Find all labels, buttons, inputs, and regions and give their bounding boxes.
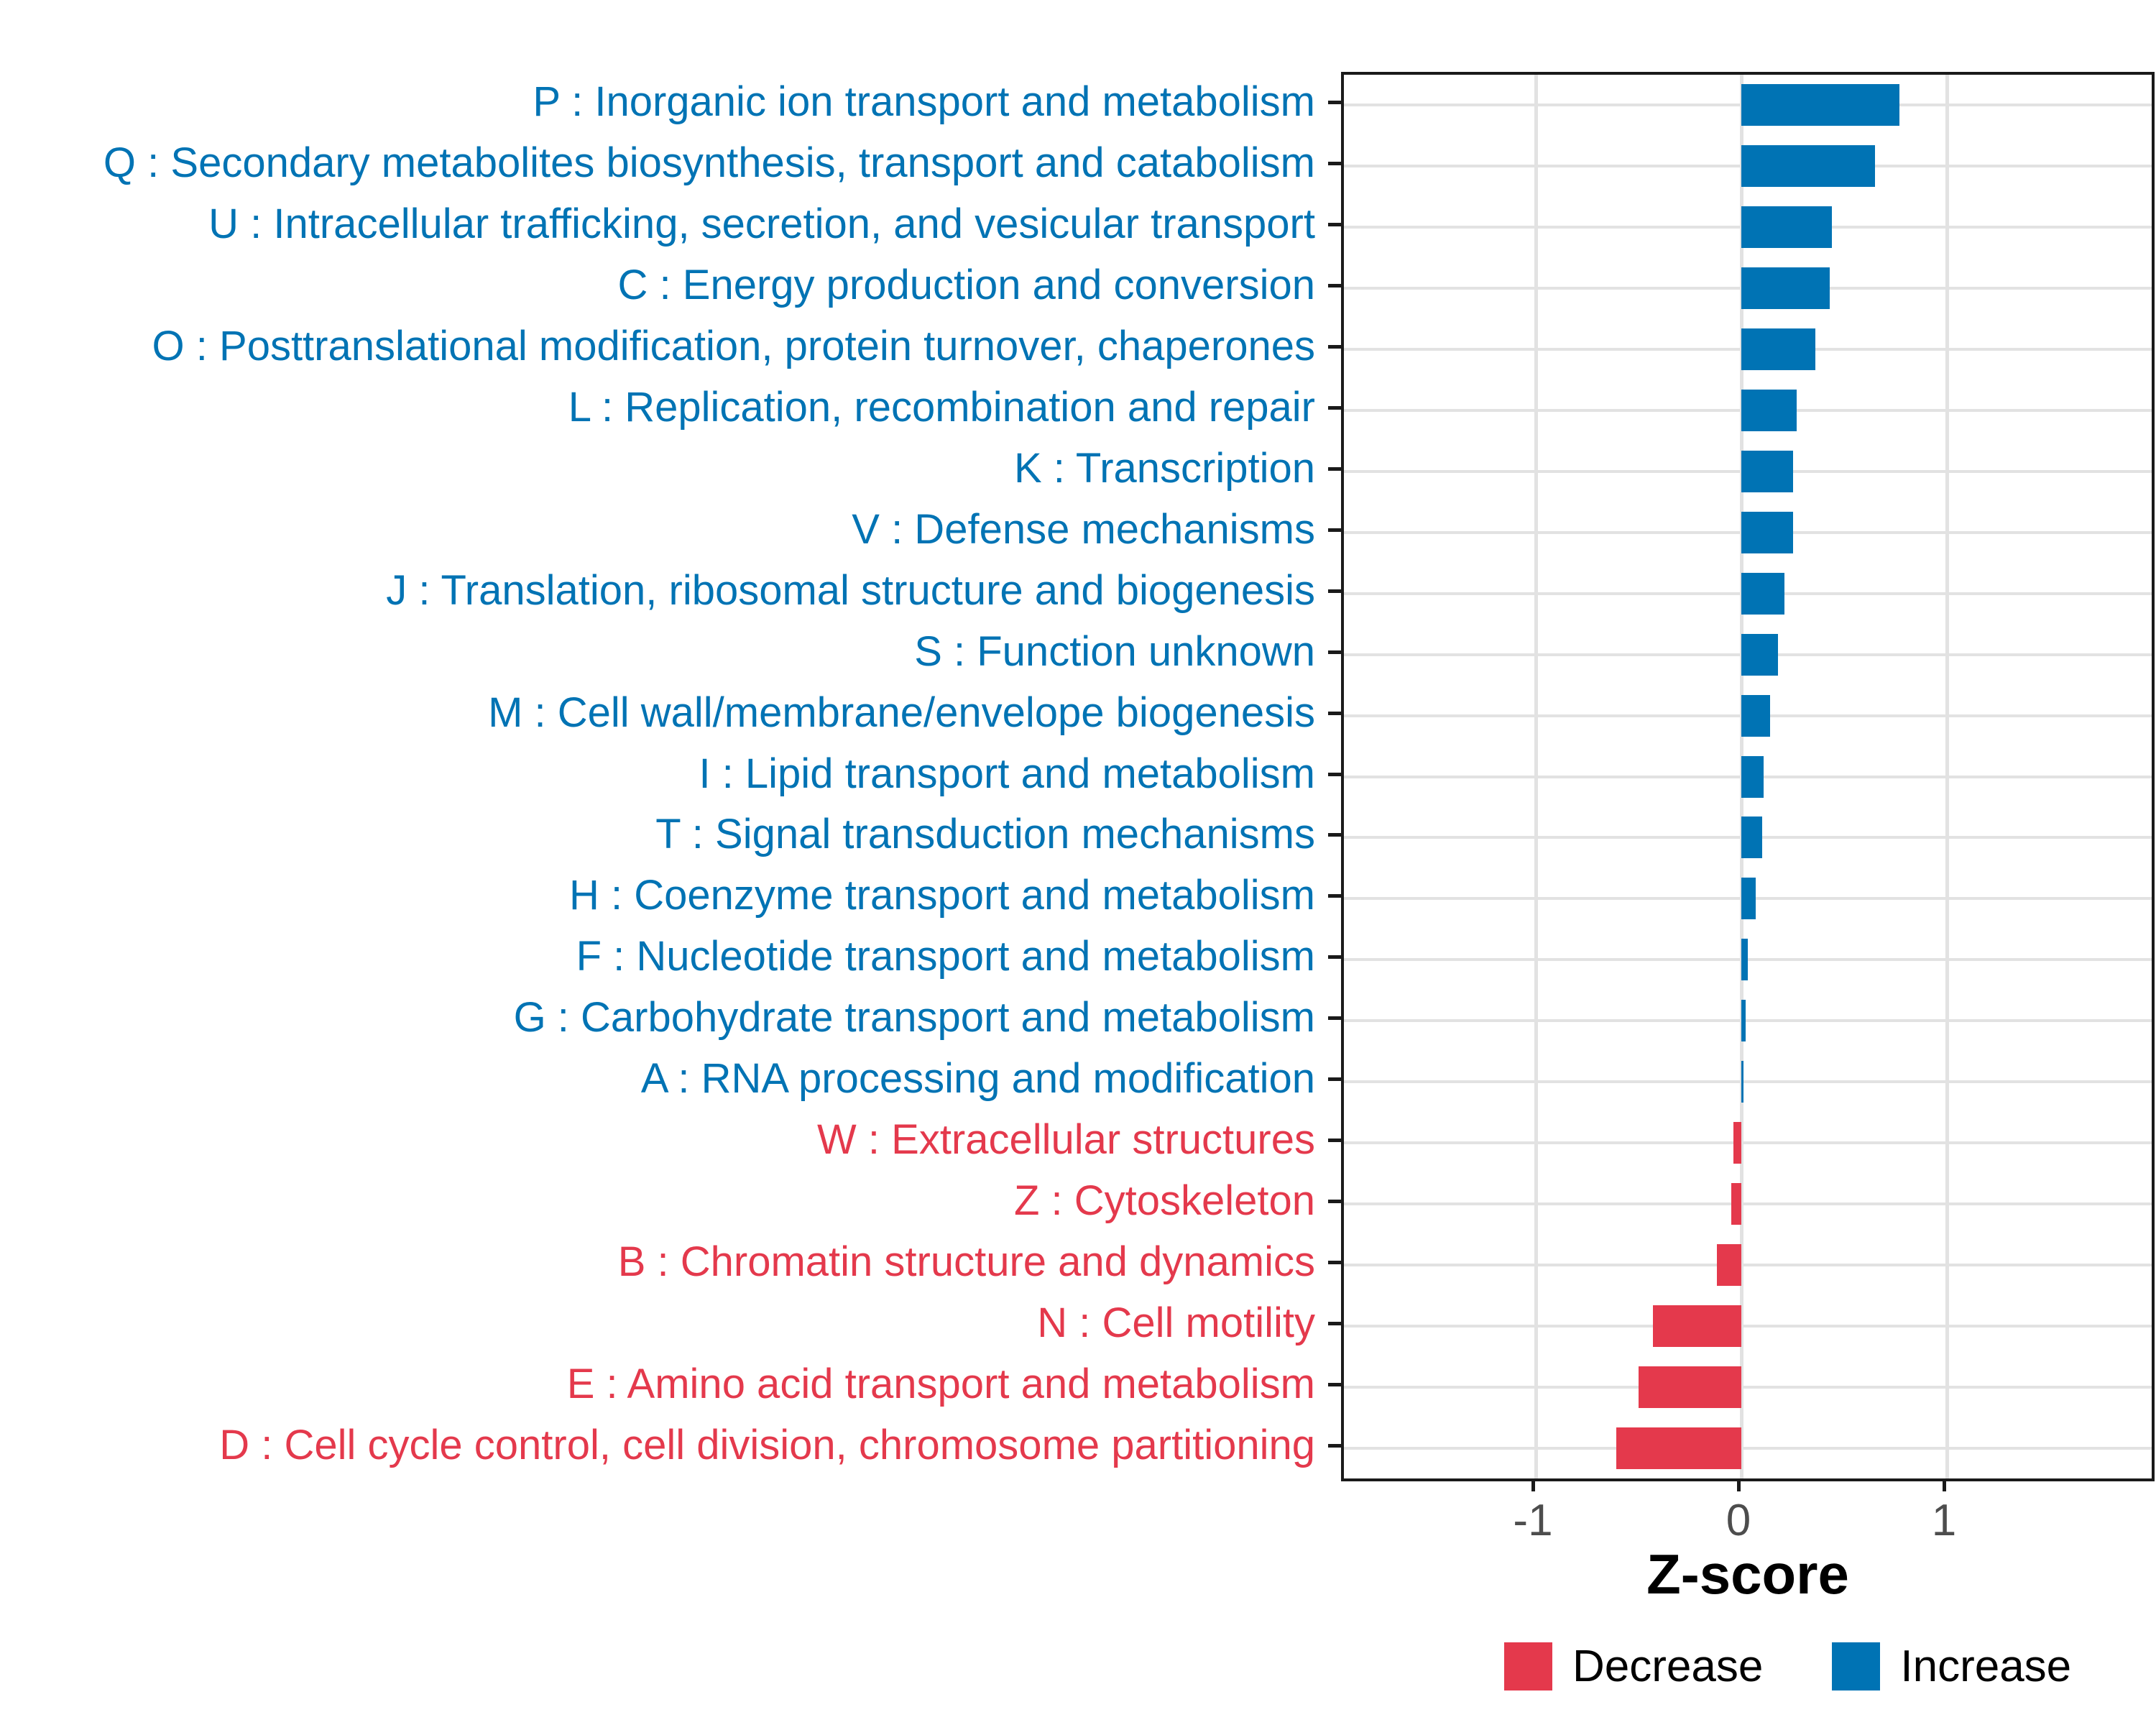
bar-i [1741,756,1764,798]
legend-swatch-decrease [1504,1642,1552,1690]
bar-q [1741,145,1875,187]
y-tick [1328,589,1341,593]
x-axis-title: Z-score [1646,1542,1849,1606]
bar-l [1741,390,1797,431]
bar-s [1741,634,1778,676]
y-axis-label: D : Cell cycle control, cell division, chromosome partitioning [219,1421,1315,1468]
y-tick [1328,345,1341,349]
gridline-row [1344,1080,2152,1083]
bar-m [1741,695,1770,737]
y-tick [1328,712,1341,715]
bar-p [1741,84,1899,126]
y-tick [1328,1322,1341,1325]
y-tick [1328,223,1341,226]
y-tick [1328,467,1341,471]
y-axis-label: Z : Cytoskeleton [1013,1177,1315,1224]
bar-a [1741,1061,1743,1103]
gridline-row [1344,1202,2152,1205]
x-tick-label-zero: 0 [1726,1496,1751,1545]
gridline-row [1344,1019,2152,1022]
bar-u [1741,206,1832,248]
y-axis-label: C : Energy production and conversion [617,262,1315,309]
y-tick [1328,162,1341,165]
plot-panel [1341,72,2155,1481]
y-axis-label: J : Translation, ribosomal structure and biogenesis [386,566,1315,614]
y-axis-label: O : Posttranslational modification, protein turnover, chaperones [152,323,1315,370]
bar-t [1741,816,1762,858]
y-tick [1328,528,1341,532]
bar-n [1653,1305,1741,1347]
y-axis-label: E : Amino acid transport and metabolism [566,1360,1315,1407]
x-tick-label-plus1: 1 [1931,1496,1957,1545]
y-tick [1328,1261,1341,1264]
gridline-row [1344,1264,2152,1266]
y-axis-label: U : Intracellular trafficking, secretion, and vesicular transport [208,201,1315,248]
y-axis-label: S : Function unknown [914,627,1315,675]
y-axis-label: Q : Secondary metabolites biosynthesis, transport and catabolism [103,139,1315,187]
y-tick [1328,1444,1341,1448]
x-tick-zero [1737,1478,1741,1491]
x-tick-minus1 [1531,1478,1535,1491]
y-tick [1328,833,1341,837]
bar-z [1731,1183,1741,1225]
x-tick-label-minus1: -1 [1513,1496,1553,1545]
gridline-row [1344,1141,2152,1144]
gridline-row [1344,958,2152,961]
bar-d [1616,1427,1741,1469]
bar-h [1741,878,1756,919]
y-axis-label: H : Coenzyme transport and metabolism [569,872,1315,919]
y-tick [1328,284,1341,288]
y-tick [1328,894,1341,898]
y-tick [1328,1200,1341,1203]
y-axis-label: N : Cell motility [1037,1299,1315,1346]
y-tick [1328,406,1341,410]
gridline-row [1344,1325,2152,1328]
y-axis-label: P : Inorganic ion transport and metabolism [533,78,1315,126]
bar-b [1717,1244,1741,1286]
y-tick [1328,1077,1341,1081]
legend-swatch-increase [1832,1642,1880,1690]
y-tick [1328,650,1341,654]
y-tick [1328,101,1341,104]
y-axis-label: K : Transcription [1013,444,1315,492]
legend [1504,1641,2071,1692]
bar-g [1741,1000,1746,1041]
y-axis-label: W : Extracellular structures [817,1116,1315,1163]
y-axis-label: I : Lipid transport and metabolism [699,750,1315,797]
y-tick [1328,773,1341,776]
bar-o [1741,328,1815,370]
bar-e [1639,1366,1741,1408]
bar-j [1741,573,1784,615]
y-axis-label: B : Chromatin structure and dynamics [617,1238,1315,1285]
y-axis-label: M : Cell wall/membrane/envelope biogenesis [488,689,1315,736]
bar-v [1741,512,1793,553]
y-axis-label: G : Carbohydrate transport and metabolism [513,994,1315,1041]
legend-label-decrease: Decrease [1572,1642,1764,1691]
bar-k [1741,451,1793,492]
y-tick [1328,1383,1341,1386]
bar-f [1741,939,1748,980]
y-axis-label: L : Replication, recombination and repair [568,384,1315,431]
y-axis-label: F : Nucleotide transport and metabolism [576,933,1315,980]
y-tick [1328,955,1341,959]
legend-label-increase: Increase [1900,1642,2072,1691]
y-axis-label: A : RNA processing and modification [640,1055,1315,1103]
bar-w [1733,1122,1741,1164]
gridline-row [1344,1386,2152,1389]
y-axis-label: V : Defense mechanisms [852,505,1315,553]
bar-c [1741,267,1830,309]
y-tick [1328,1138,1341,1142]
gridline-row [1344,1447,2152,1450]
y-tick [1328,1016,1341,1020]
y-axis-label: T : Signal transduction mechanisms [655,811,1315,858]
x-tick-plus1 [1943,1478,1946,1491]
